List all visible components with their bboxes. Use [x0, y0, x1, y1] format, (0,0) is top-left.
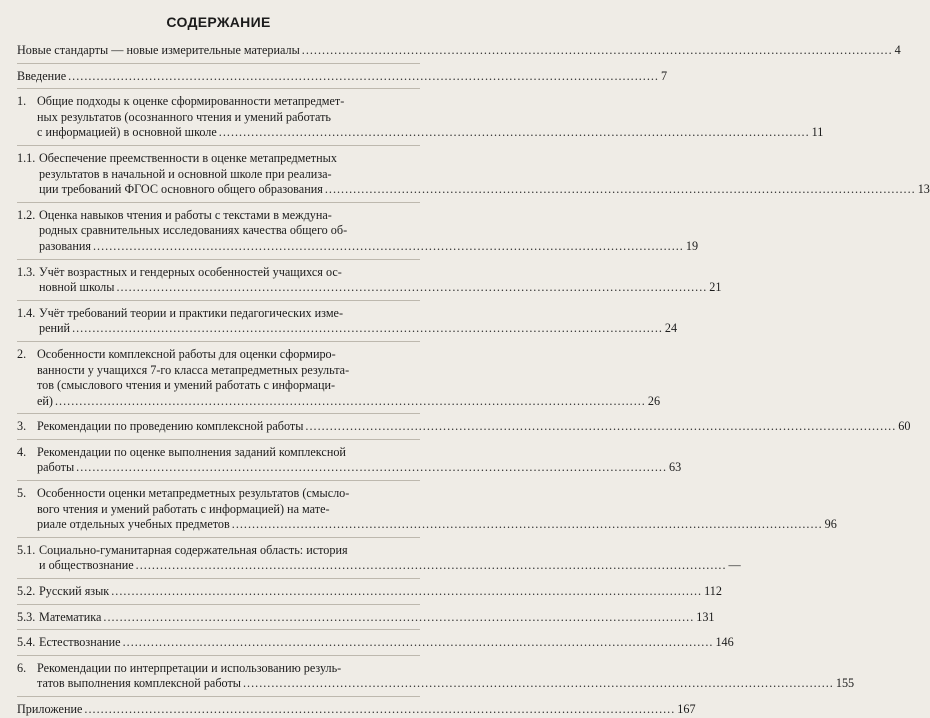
toc-entry — [17, 444, 682, 476]
toc-entry-line: Рекомендации по оценке выполнения заданий комплексной — [37, 444, 346, 459]
toc-entry-last-line — [39, 238, 699, 255]
toc-page-number: 13 — [917, 182, 930, 197]
toc-entry-text — [17, 419, 911, 435]
toc-entry — [17, 486, 837, 533]
toc-entry-number: 3. — [17, 419, 27, 434]
toc-entry-text — [17, 305, 678, 337]
toc-entry-line: Обеспечение преемственности в оценке метапредметных — [39, 150, 337, 165]
entry-divider — [17, 202, 420, 203]
toc-entry-last-line — [39, 558, 741, 574]
toc-entry — [17, 609, 715, 626]
toc-page-number: 96 — [824, 517, 837, 532]
dot-leader: .................................................................................................................................................. — [231, 517, 823, 532]
toc-entry — [17, 419, 911, 435]
entry-divider — [17, 578, 420, 579]
toc-entry-line: с информацией) в основной школе — [37, 125, 217, 140]
toc-entry-text — [17, 346, 661, 409]
toc-entry — [17, 542, 741, 574]
toc-page-number: 21 — [709, 280, 722, 295]
toc-entry-line: Русский язык — [39, 584, 110, 599]
toc-page-number: 131 — [696, 609, 715, 624]
toc-entry-line: Оценка навыков чтения и работы с текстами в междуна- — [39, 207, 332, 222]
toc-entry — [17, 305, 678, 337]
toc-entry — [17, 150, 930, 198]
toc-entry-line: родных сравнительных исследованиях качества общего об- — [39, 223, 348, 238]
toc-list — [17, 43, 930, 718]
toc-entry-text — [17, 43, 901, 59]
toc-entry — [17, 346, 661, 409]
toc-entry-last-line — [37, 419, 911, 435]
toc-entry-text — [17, 542, 741, 574]
dot-leader: .................................................................................................................................................. — [68, 68, 659, 83]
toc-entry-last-line — [39, 280, 722, 296]
toc-entry-last-line — [17, 43, 901, 59]
toc-entry-last-line — [17, 68, 668, 85]
toc-entry-last-line — [37, 517, 837, 533]
entry-divider — [17, 63, 420, 64]
dot-leader: .................................................................................................................................................. — [135, 558, 727, 573]
toc-entry-text — [17, 702, 696, 718]
entry-divider — [17, 480, 420, 481]
toc-entry-line: Особенности комплексной работы для оценки сформиро- — [37, 346, 336, 361]
toc-page-number: 155 — [835, 676, 855, 691]
toc-entry-line: Рекомендации по проведению комплексной работы — [37, 419, 304, 434]
toc-entry-text — [17, 444, 682, 476]
toc-page-number: 4 — [894, 43, 901, 57]
dot-leader: .................................................................................................................................................. — [116, 280, 708, 295]
toc-entry-number: 1.2. — [17, 207, 36, 222]
toc-entry-text — [17, 94, 824, 141]
toc-entry-line: ей) — [37, 393, 53, 408]
toc-entry-text — [17, 150, 930, 198]
toc-page-number: 19 — [685, 238, 699, 253]
toc-entry-last-line — [17, 702, 696, 718]
toc-entry-line: Новые стандарты — новые измерительные материалы — [17, 43, 300, 57]
toc-entry-line: Математика — [39, 609, 102, 624]
entry-divider — [17, 88, 420, 89]
toc-entry-number: 2. — [17, 346, 27, 361]
toc-entry-text — [17, 486, 837, 533]
dot-leader: .................................................................................................................................................. — [122, 635, 714, 650]
toc-entry-line: Особенности оценки метапредметных результатов (смысло- — [37, 486, 350, 501]
toc-page-number: 167 — [677, 702, 696, 716]
toc-entry-text — [17, 635, 734, 651]
toc-entry-text — [17, 609, 715, 626]
toc-entry-text — [17, 584, 722, 600]
toc-entry — [17, 94, 824, 141]
toc-entry-number: 5.3. — [17, 609, 36, 624]
toc-page-number: 26 — [647, 393, 661, 408]
toc-entry — [17, 660, 855, 692]
toc-entry-line: работы — [37, 460, 75, 475]
toc-entry-line: и обществознание — [39, 558, 134, 573]
entry-divider — [17, 300, 420, 301]
toc-entry-text — [17, 264, 722, 296]
toc-entry — [17, 68, 668, 85]
toc-entry-line: Рекомендации по интерпретации и использованию резуль- — [37, 660, 342, 675]
toc-entry-line: вого чтения и умений работать с информацией) на мате- — [37, 501, 330, 516]
toc-entry — [17, 207, 699, 255]
dot-leader: .................................................................................................................................................. — [111, 584, 703, 599]
entry-divider — [17, 145, 420, 146]
page-title: СОДЕРЖАНИЕ — [166, 14, 271, 30]
toc-entry-line: риале отдельных учебных предметов — [37, 517, 230, 532]
dot-leader: .................................................................................................................................................. — [324, 182, 916, 197]
dot-leader: .................................................................................................................................................. — [55, 393, 646, 408]
dot-leader: .................................................................................................................................................. — [84, 702, 676, 716]
entry-divider — [17, 259, 420, 260]
toc-entry-last-line — [37, 676, 855, 692]
toc-entry-line: Введение — [17, 68, 67, 83]
toc-entry-line: Общие подходы к оценке сформированности метапредмет- — [37, 94, 345, 109]
entry-divider — [17, 341, 420, 342]
toc-entry-line: татов выполнения комплексной работы — [37, 676, 241, 691]
toc-page-number: 24 — [664, 321, 678, 336]
toc-entry-last-line — [37, 125, 824, 141]
toc-entry-line: Социально-гуманитарная содержательная область: история — [39, 542, 348, 557]
toc-entry-last-line — [37, 393, 661, 410]
toc-entry-line: результатов в начальной и основной школе при реализа- — [39, 166, 332, 181]
toc-entry — [17, 702, 696, 718]
toc-entry — [17, 584, 722, 600]
toc-entry-line: ных результатов (осознанного чтения и умений работать — [37, 109, 331, 124]
dot-leader: .................................................................................................................................................. — [93, 238, 684, 253]
toc-entry-last-line — [39, 182, 930, 198]
toc-entry-number: 5.4. — [17, 635, 36, 650]
toc-entry — [17, 264, 722, 296]
toc-page-number: 112 — [704, 584, 722, 599]
dot-leader: .................................................................................................................................................. — [301, 43, 893, 57]
toc-entry-number: 6. — [17, 660, 27, 675]
entry-divider — [17, 696, 420, 697]
toc-entry-last-line — [39, 609, 715, 626]
toc-entry — [17, 43, 901, 59]
entry-divider — [17, 629, 420, 630]
entry-divider — [17, 655, 420, 656]
dot-leader: .................................................................................................................................................. — [218, 125, 810, 140]
toc-entry-number: 1.3. — [17, 264, 36, 279]
toc-entry-line: ции требований ФГОС основного общего образования — [39, 182, 323, 197]
toc-entry-number: 5.2. — [17, 584, 36, 599]
toc-entry-line: Учёт требований теории и практики педагогических изме- — [39, 305, 344, 320]
toc-entry-last-line — [39, 321, 678, 337]
toc-entry-last-line — [37, 460, 682, 476]
toc-entry-line: новной школы — [39, 280, 115, 295]
toc-page-number: 7 — [660, 68, 668, 83]
toc-entry-text — [17, 207, 699, 255]
dot-leader: .................................................................................................................................................. — [72, 321, 663, 336]
entry-divider — [17, 413, 420, 414]
toc-entry-line: Естествознание — [39, 635, 121, 650]
dot-leader: .................................................................................................................................................. — [103, 609, 695, 624]
toc-entry-text — [17, 660, 855, 692]
toc-entry-line: ванности у учащихся 7-го класса метапредметных результа- — [37, 362, 350, 377]
toc-entry-line: рений — [39, 321, 71, 336]
toc-page-number: 60 — [898, 419, 911, 434]
toc-page-number: — — [728, 558, 741, 573]
entry-divider — [17, 537, 420, 538]
entry-divider — [17, 604, 420, 605]
toc-entry-text — [17, 68, 668, 85]
toc-entry-number: 1. — [17, 94, 27, 109]
toc-entry-line: тов (смыслового чтения и умений работать с информаци- — [37, 378, 336, 393]
toc-entry-last-line — [39, 584, 722, 600]
dot-leader: .................................................................................................................................................. — [305, 419, 897, 434]
toc-entry — [17, 635, 734, 651]
toc-entry-number: 5.1. — [17, 542, 36, 557]
dot-leader: .................................................................................................................................................. — [76, 460, 667, 475]
toc-entry-line: Учёт возрастных и гендерных особенностей учащихся ос- — [39, 264, 342, 279]
toc-entry-line: Приложение — [17, 702, 83, 716]
toc-page-number: 11 — [811, 125, 824, 140]
toc-entry-number: 1.1. — [17, 150, 36, 165]
toc-entry-number: 4. — [17, 444, 27, 459]
toc-entry-last-line — [39, 635, 734, 651]
dot-leader: .................................................................................................................................................. — [243, 676, 834, 691]
toc-page-number: 63 — [669, 460, 682, 475]
toc-entry-number: 1.4. — [17, 305, 36, 320]
toc-entry-line: разования — [39, 238, 91, 253]
toc-page-number: 146 — [715, 635, 734, 650]
entry-divider — [17, 439, 420, 440]
toc-entry-number: 5. — [17, 486, 27, 501]
